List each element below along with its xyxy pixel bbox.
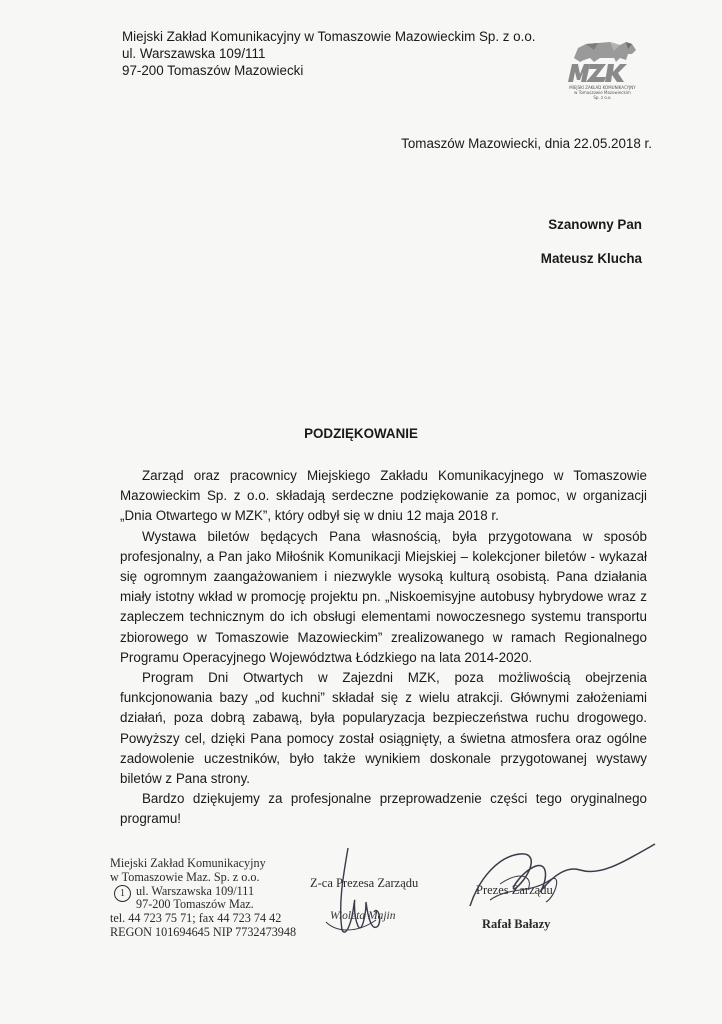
logo-caption-line: w Tomaszowie Mazowieckim — [574, 90, 631, 95]
vice-president-name: Wioleta Majin — [330, 910, 396, 922]
addressee — [541, 208, 642, 276]
letter-body — [120, 466, 647, 830]
addressee-name: Mateusz Klucha — [540, 251, 642, 266]
letter-date: Tomaszów Mazowiecki, dnia 22.05.2018 r. — [401, 136, 652, 151]
paragraph: Wystawa biletów będących Pana własnością, była przygotowana w sposób profesjonalny, a Pan jako Miłośnik Komunikacji Miejskiej – kolekcjoner biletów - wykazał się ogromnym zaangażowaniem i niezwykle wysoką kulturą osobistą. Pana działania miały istotny wkład w promocję projektu pn. „Niskoemisyjne autobusy hybrydowe wraz z zapleczem technicznym do ich obsługi elementami nowoczesnego systemu transportu zbiorowego w Tomaszowie Mazowieckim” zrealizowanego w ramach Regionalnego Programu Operacyjnego Województwa Łódzkiego na lata 2014-2020. — [120, 528, 647, 665]
stamp-line: Miejski Zakład Komunikacyjny — [110, 856, 266, 870]
logo-caption — [560, 85, 645, 100]
bear-icon — [560, 36, 645, 84]
paragraph: Zarząd oraz pracownicy Miejskiego Zakładu Komunikacyjnego w Tomaszowie Mazowieckim Sp. z o.o. składają serdeczne podziękowanie za pomoc, w organizacji „Dnia Otwartego w MZK”, który odbył się w dniu 12 maja 2018 r. — [120, 468, 647, 524]
stamp-line: tel. 44 723 75 71; fax 44 723 74 42 — [110, 911, 282, 926]
mzk-logo — [560, 36, 645, 104]
sender-company: Miejski Zakład Komunikacyjny w Tomaszowie Mazowieckim Sp. z o.o. — [122, 29, 536, 44]
sender-city: 97-200 Tomaszów Mazowiecki — [122, 63, 304, 78]
stamp-line: 97-200 Tomaszów Maz. — [136, 897, 254, 912]
logo-caption-line: MIEJSKI ZAKŁAD KOMUNIKACYJNY — [569, 85, 636, 90]
sender-address — [122, 28, 536, 79]
stamp-line: ul. Warszawska 109/111 — [136, 883, 255, 898]
vice-president-signature-icon — [316, 842, 396, 942]
paragraph: Program Dni Otwartych w Zajezdni MZK, poza możliwością obejrzenia funkcjonowania bazy „od kuchni” składał się z wielu atrakcji. Głównymi założeniami działań, poza dobrą zabawą, była popularyzacja bezpieczeństwa ruchu drogowego. Powyższy cel, dzięki Pana pomocy został osiągnięty, a świetna atmosfera oraz ogólne zadowolenie uczestników, było także wynikiem doskonale przygotowanej wystawy biletów z Pana strony. — [120, 670, 647, 787]
sender-street: ul. Warszawska 109/111 — [122, 46, 266, 61]
president-signature-icon — [450, 836, 660, 926]
stamp-line: REGON 101694645 NIP 7732473948 — [110, 924, 297, 939]
stamp-number-badge: 1 — [114, 885, 131, 902]
company-stamp — [110, 857, 310, 940]
president-label: Prezes Zarządu — [476, 883, 553, 897]
president-name: Rafał Bałazy — [482, 917, 551, 931]
paragraph: Bardzo dziękujemy za profesjonalne przeprowadzenie części tego oryginalnego programu! — [120, 791, 647, 827]
vice-president-label: Z-ca Prezesa Zarządu — [310, 876, 419, 890]
letter-title: PODZIĘKOWANIE — [304, 426, 418, 441]
salutation: Szanowny Pan — [548, 217, 642, 232]
stamp-line: w Tomaszowie Maz. Sp. z o.o. — [110, 869, 260, 884]
logo-caption-line: Sp. z o.o. — [593, 95, 612, 100]
